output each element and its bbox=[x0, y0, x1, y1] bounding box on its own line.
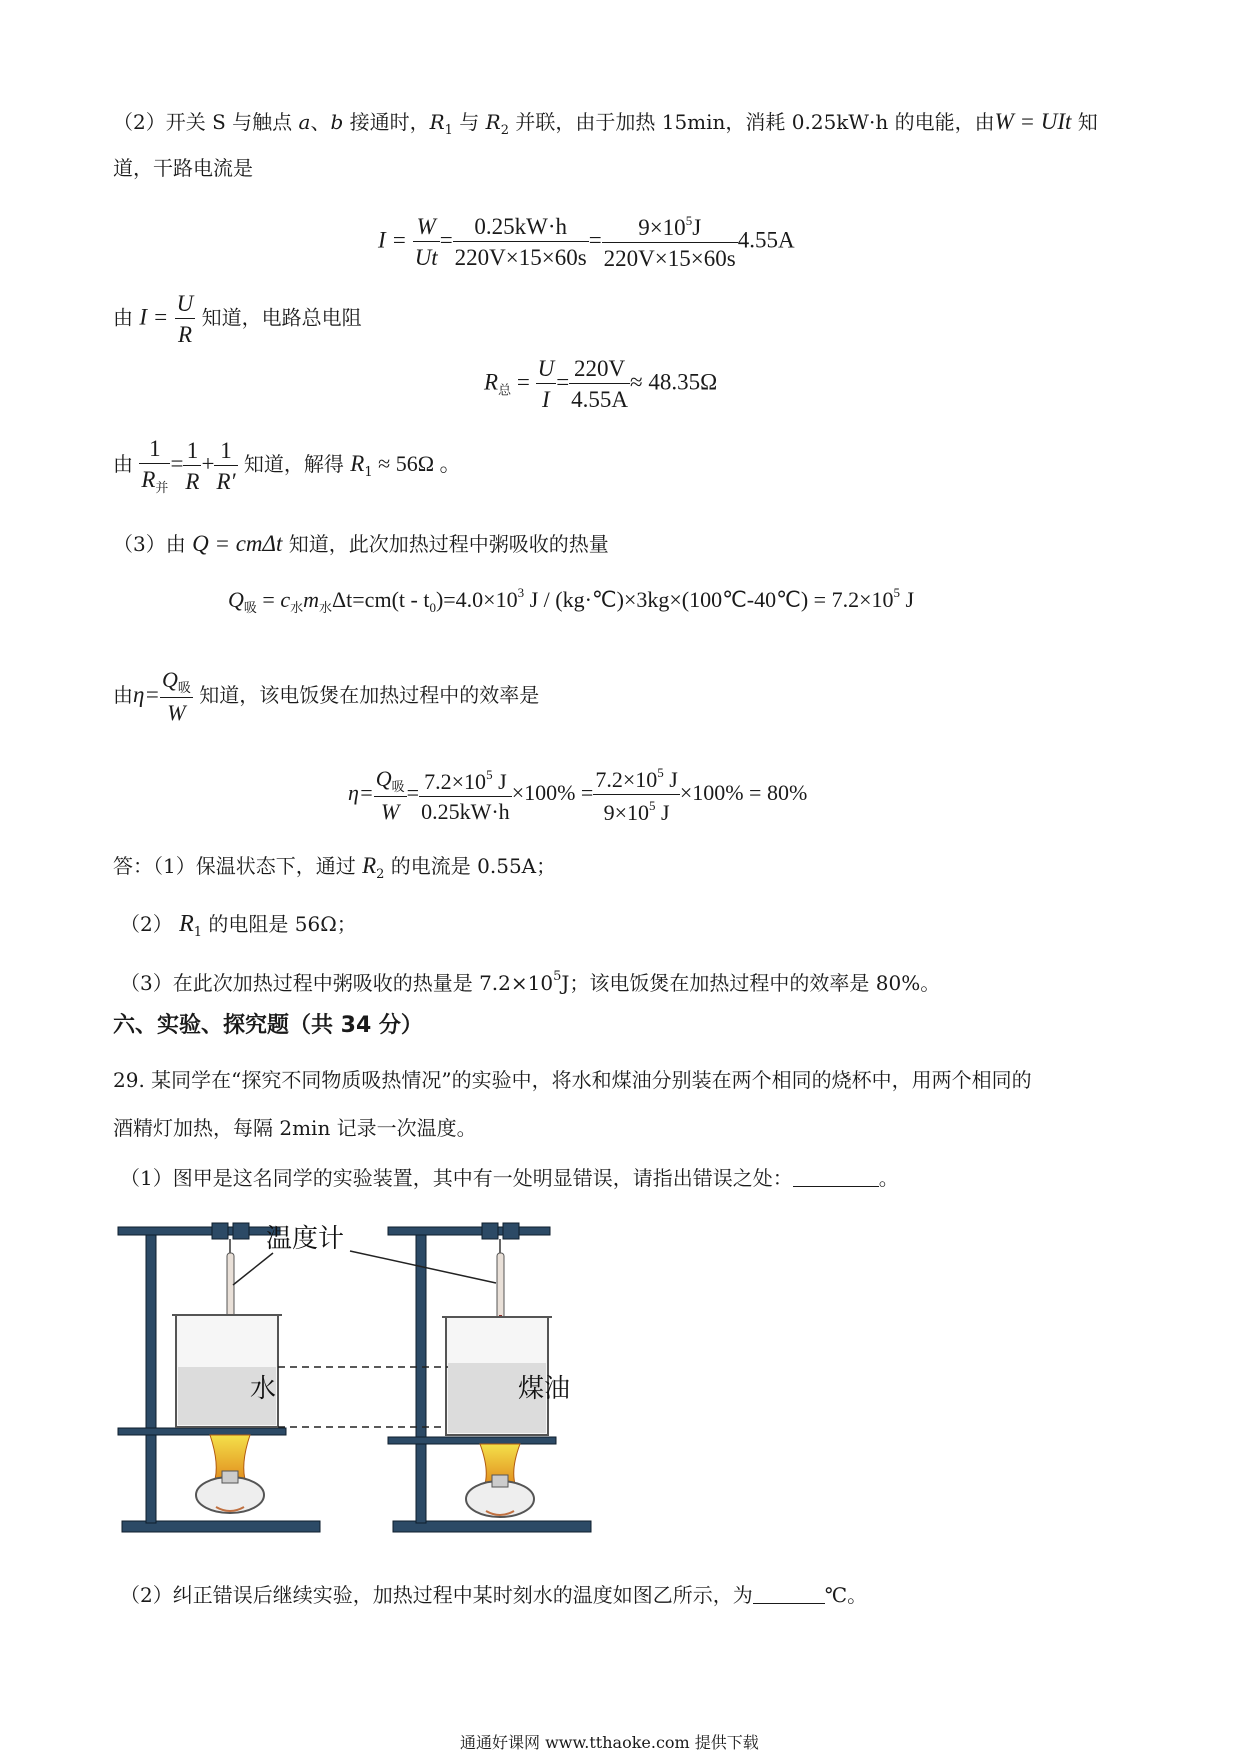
par-num1: 1 bbox=[139, 437, 170, 464]
part3-intro-a: （3）由 bbox=[113, 532, 193, 556]
eq3-unit: J / (kg·℃)×3kg×(100℃-40℃) = 7.2×10 bbox=[524, 587, 894, 612]
part3-intro-b: 知道，此次加热过程中粥吸收的热量 bbox=[282, 532, 609, 556]
contact-a: a bbox=[298, 110, 311, 134]
eff-you: 由 bbox=[113, 683, 133, 707]
par-you: 由 bbox=[113, 452, 133, 476]
par-r: R bbox=[350, 451, 365, 476]
q29-sub2-text: （2）纠正错误后继续实验，加热过程中某时刻水的温度如图乙所示，为 bbox=[120, 1583, 753, 1607]
par-den1-r: R bbox=[141, 467, 156, 492]
ohm-text: 知道，电路总电阻 bbox=[195, 305, 362, 330]
eq4-num3-unit: J bbox=[663, 767, 678, 792]
eq3-paren: (t - t bbox=[391, 587, 430, 612]
equation-efficiency: η= $\frac{Q_吸}{W}$ = $\frac{7.2\times 10^5 J}{0.25kW\cdot h}$ ×100% = $\frac{7.2\times 10^5 J}{9\times 10^5 J}$ ×100% = 80% bbox=[348, 765, 808, 825]
heat-formula: Q = cmΔt bbox=[192, 531, 283, 556]
eq1-frac2 bbox=[453, 215, 589, 269]
eq1-num1: W bbox=[413, 215, 440, 242]
part2-intro-b: 接通时， bbox=[343, 110, 430, 134]
eff-num-sub: 吸 bbox=[177, 680, 191, 695]
answer-2-r-sub: 1 bbox=[193, 925, 203, 940]
par-den1 bbox=[139, 464, 170, 494]
parallel-line: 由 $\frac{1}{R_并}$ = $\frac{1}{R}$ + $\frac{1}{R'}$ 知道，解得 $R_1 \approx 56\Omega$ 。 bbox=[113, 436, 462, 495]
eq3-end: J bbox=[899, 587, 915, 612]
eq1-lhs: I = bbox=[378, 227, 407, 253]
eq1-result: 4.55A bbox=[737, 227, 795, 253]
eff-num bbox=[160, 669, 193, 698]
answer-1-a: 答：（1）保温状态下，通过 bbox=[113, 854, 363, 878]
left-beaker bbox=[172, 1315, 282, 1427]
eff-den: W bbox=[167, 700, 186, 725]
eq4-den3-unit: J bbox=[655, 800, 670, 825]
eq3-paren-sub: 0 bbox=[429, 600, 436, 615]
answer-3-a: （3）在此次加热过程中粥吸收的热量是 7.2×10 bbox=[120, 971, 554, 995]
eq3-q-sub: 吸 bbox=[243, 600, 257, 615]
eq1-frac1 bbox=[413, 215, 440, 269]
eq2-frac2 bbox=[569, 357, 630, 411]
eq2-lhs-sub: 总 bbox=[498, 382, 512, 398]
ohm-frac bbox=[175, 292, 196, 346]
q29-sub1 bbox=[120, 1168, 899, 1188]
left-lamp bbox=[196, 1435, 264, 1513]
eq1-den3: 220V×15×60s bbox=[603, 246, 736, 271]
answer-2-a: （2） bbox=[120, 912, 180, 936]
eq4-den3-base: 9×10 bbox=[603, 800, 649, 825]
eq4-frac2 bbox=[419, 768, 512, 823]
r2-sub: 2 bbox=[500, 123, 510, 138]
q29-sub1-end: 。 bbox=[878, 1166, 899, 1190]
eq1-den2: 220V×15×60s bbox=[454, 245, 587, 270]
eff-num-q: Q bbox=[161, 667, 178, 692]
experiment-figure bbox=[110, 1205, 650, 1540]
efficiency-def-line bbox=[113, 669, 539, 724]
eq4-frac1 bbox=[374, 765, 407, 824]
part2-intro-c: 并联，由于加热 15min，消耗 0.25kW·h 的电能，由 bbox=[509, 110, 995, 134]
eq4-den3-sup: 5 bbox=[649, 798, 656, 813]
eq3-c-sub: 水 bbox=[290, 600, 304, 615]
ohm-den: R bbox=[177, 322, 192, 347]
answer-1-b: 的电流是 0.55A； bbox=[384, 854, 557, 878]
part3-line1 bbox=[113, 532, 609, 555]
par-text: 知道，解得 bbox=[237, 452, 351, 476]
eq4-num1-q: Q bbox=[375, 765, 392, 791]
par-den1-sub: 并 bbox=[155, 480, 169, 495]
eq3-q: Q bbox=[228, 587, 244, 612]
eq4-den1: W bbox=[381, 798, 400, 824]
eq2-frac1 bbox=[536, 357, 557, 411]
answer-3-sup: 5 bbox=[553, 969, 562, 984]
eq2-den1: I bbox=[542, 387, 550, 412]
ohm-you: 由 bbox=[113, 305, 133, 330]
answer-3 bbox=[120, 970, 940, 993]
eq3-val: )=4.0×10 bbox=[435, 587, 518, 612]
eff-lhs: η= bbox=[133, 682, 160, 707]
q29-sub1-text: （1）图甲是这名同学的实验装置，其中有一处明显错误，请指出错误之处： bbox=[120, 1166, 793, 1190]
eq1-frac3 bbox=[602, 214, 738, 270]
equation-total-resistance: $R_总$ = $\frac{U}{I}$ = $\frac{220V}{4.55A}$ ≈ 48.35Ω bbox=[484, 356, 718, 412]
par-num2: 1 bbox=[183, 439, 201, 466]
right-lamp bbox=[466, 1444, 534, 1517]
eq4-num2 bbox=[419, 768, 512, 797]
eff-text: 知道，该电饭煲在加热过程中的效率是 bbox=[192, 683, 540, 707]
eq4-lhs: η= bbox=[348, 780, 374, 806]
answer-2 bbox=[120, 912, 357, 939]
eq4-den2: 0.25kW·h bbox=[421, 798, 510, 824]
eq4-num1-sub: 吸 bbox=[391, 778, 405, 794]
par-den3: R′ bbox=[216, 468, 236, 494]
answer-1 bbox=[113, 854, 556, 881]
r1-sub: 1 bbox=[444, 123, 453, 138]
par-den2: R bbox=[185, 468, 200, 494]
label-water: 水 bbox=[250, 1374, 277, 1404]
par-num3: 1 bbox=[214, 439, 237, 466]
par-r-sub: 1 bbox=[364, 465, 373, 480]
eq2-result: ≈ 48.35Ω bbox=[630, 369, 718, 395]
eq4-num3-sup: 5 bbox=[657, 765, 664, 780]
par-frac1 bbox=[139, 437, 170, 494]
q29-sub2 bbox=[120, 1585, 867, 1605]
eq2-num1: U bbox=[536, 357, 557, 384]
eq3-unit-sup: 5 bbox=[893, 585, 900, 600]
answer-2-r: R bbox=[179, 911, 194, 937]
eq3-m: m bbox=[303, 587, 319, 612]
answer-2-b: 的电阻是 56Ω； bbox=[202, 912, 357, 936]
eq1-den1: Ut bbox=[414, 245, 438, 270]
yu: 与 bbox=[452, 110, 486, 134]
part2-line2: 道，干路电流是 bbox=[113, 156, 253, 180]
eq3-m-sub: 水 bbox=[319, 600, 333, 615]
ohm-num: U bbox=[175, 292, 196, 319]
page-footer: 通通好课网 www.tthaoke.com 提供下载 bbox=[460, 1733, 759, 1752]
label-oil: 煤油 bbox=[518, 1374, 571, 1404]
q29-line1: 29. 某同学在“探究不同物质吸热情况”的实验中，将水和煤油分别装在两个相同的烧杯中，用两个相同的 bbox=[113, 1068, 1032, 1092]
equation-current: I = $\frac{W}{Ut}$ = $\frac{0.25kW\cdot h}{220V\times 15\times 60s}$ = $\frac{9\times 10^5J}{220V\times 15\times 60s}$ 4.55A bbox=[378, 213, 795, 271]
part2-intro-a: （2）开关 S 与触点 bbox=[113, 110, 299, 134]
q29-sub2-end: ℃。 bbox=[824, 1583, 868, 1607]
ohm-law-line bbox=[113, 292, 362, 346]
par-frac2 bbox=[183, 439, 201, 493]
answer-blank-1[interactable] bbox=[793, 1186, 879, 1187]
eq3-val-sup: 3 bbox=[517, 585, 525, 600]
eq2-den2: 4.55A bbox=[571, 387, 629, 412]
eq4-mid: ×100% = bbox=[511, 780, 594, 806]
eff-frac bbox=[160, 669, 193, 724]
eq1-num3-sup: 5 bbox=[685, 213, 693, 228]
eq4-den3 bbox=[593, 795, 679, 824]
eq4-num3 bbox=[593, 766, 679, 795]
answer-blank-2[interactable] bbox=[753, 1603, 825, 1604]
ohm-lhs: I = bbox=[139, 304, 169, 330]
r2-symbol: R bbox=[485, 110, 501, 134]
eq4-num2-unit: J bbox=[492, 768, 507, 794]
q29-line2: 酒精灯加热，每隔 2min 记录一次温度。 bbox=[113, 1116, 477, 1140]
eq1-num3 bbox=[602, 214, 738, 243]
contact-b: b bbox=[330, 110, 344, 134]
eq1-num2: 0.25kW·h bbox=[453, 215, 589, 242]
eq1-num3-base: 9×10 bbox=[638, 215, 686, 240]
eq4-num2-base: 7.2×10 bbox=[424, 768, 487, 794]
eq4-num2-sup: 5 bbox=[486, 766, 493, 782]
answer-1-r: R bbox=[362, 853, 377, 878]
eq4-result: ×100% = 80% bbox=[679, 780, 808, 806]
power-formula: W = UIt bbox=[994, 109, 1072, 134]
part2-line1 bbox=[113, 110, 1098, 137]
answer-3-b: J；该电饭煲在加热过程中的效率是 80%。 bbox=[561, 971, 941, 995]
par-result: ≈ 56Ω 。 bbox=[372, 451, 462, 476]
answer-1-r-sub: 2 bbox=[376, 867, 385, 882]
par-frac3 bbox=[214, 439, 237, 493]
eq4-num3-base: 7.2×10 bbox=[595, 767, 658, 792]
eq3-c: c bbox=[280, 587, 291, 612]
eq2-num2: 220V bbox=[569, 357, 630, 384]
equation-heat: $Q_吸 = c_水m_水\Delta t=cm(t - t_0)=4.0\times 10^3$ J / (kg·℃)×3kg×(100℃-40℃) = $7.2\times 10^5$ J bbox=[228, 585, 915, 615]
eq1-num3-unit: J bbox=[692, 215, 702, 240]
r1-symbol: R bbox=[429, 110, 445, 134]
eq4-num1 bbox=[374, 765, 407, 797]
section-heading: 六、实验、探究题（共 34 分） bbox=[113, 1013, 423, 1038]
part2-intro-d: 知 bbox=[1071, 110, 1098, 134]
eq3-mid: Δt=cm bbox=[332, 587, 392, 612]
label-thermometer: 温度计 bbox=[266, 1224, 345, 1254]
eq4-frac3 bbox=[593, 766, 679, 824]
leader-line-left bbox=[233, 1253, 273, 1285]
sep: 、 bbox=[310, 110, 331, 134]
eq2-lhs: R bbox=[484, 369, 499, 395]
